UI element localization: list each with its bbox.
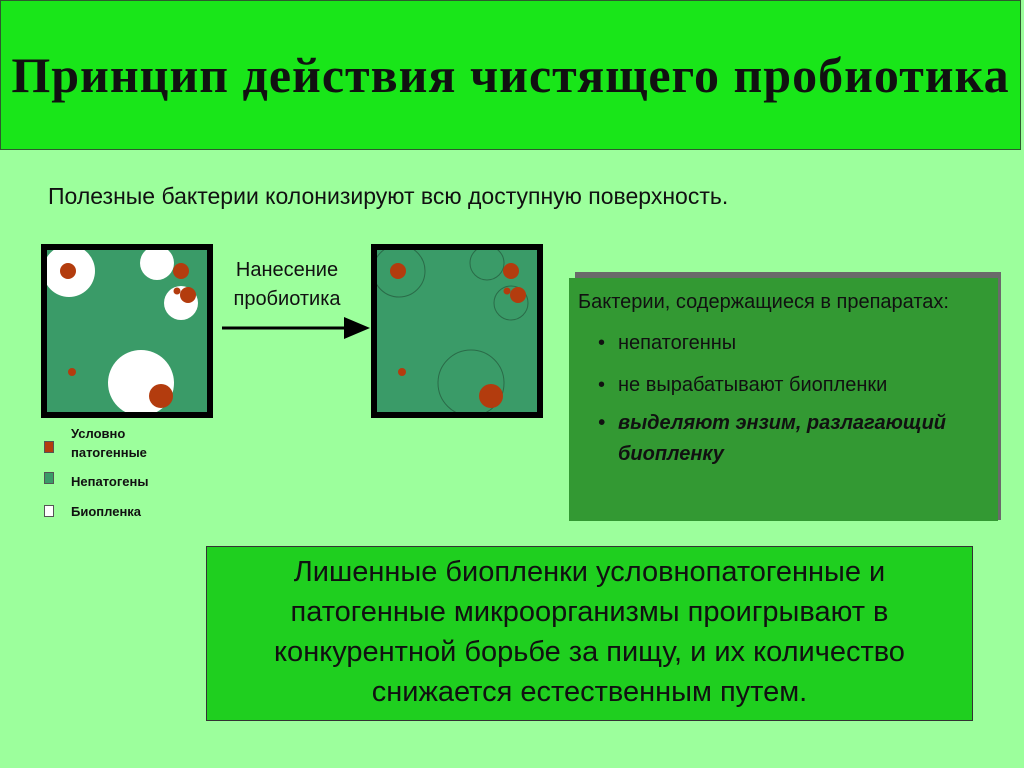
surface-before-diagram xyxy=(41,244,213,418)
pathogen-cell xyxy=(503,263,519,279)
pathogen-cell xyxy=(174,288,181,295)
page-title: Принцип действия чистящего пробиотика xyxy=(11,47,1010,103)
pathogen-cell xyxy=(68,368,76,376)
pathogen-cell xyxy=(173,263,189,279)
bullet-item xyxy=(578,372,988,398)
conclusion-text: Лишенные биопленки условнопатогенные и патогенные микроорганизмы проигрывают в конкурентной борьбе за пищу, и их количество снижается естественным путем. xyxy=(274,555,905,708)
legend-swatch-biofilm xyxy=(44,505,54,517)
info-heading: Бактерии, содержащиеся в препаратах: xyxy=(578,291,949,313)
bullet-icon: • xyxy=(598,374,606,396)
surface-after-diagram xyxy=(371,244,543,418)
pathogen-cell xyxy=(479,384,503,408)
subtitle: Полезные бактерии колонизируют всю доступную поверхность. xyxy=(48,183,729,209)
removed-biofilm-outline xyxy=(470,250,504,280)
legend-swatch-pathogens xyxy=(44,441,54,453)
legend-swatch-nonpathogens xyxy=(44,472,54,484)
legend-label: Непатогены xyxy=(71,474,149,489)
bullet-text: не вырабатывают биопленки xyxy=(618,374,888,396)
legend-label: Условно патогенные xyxy=(71,426,147,460)
conclusion-box xyxy=(206,546,973,721)
arrow-label: Нанесение пробиотика xyxy=(233,259,341,310)
pathogen-cell xyxy=(510,287,526,303)
pathogen-cell xyxy=(390,263,406,279)
info-box xyxy=(569,278,998,521)
bullet-item xyxy=(578,330,988,356)
title-bar xyxy=(0,0,1021,150)
pathogen-cell xyxy=(398,368,406,376)
biofilm-patch xyxy=(140,250,174,280)
bullet-icon: • xyxy=(598,412,606,434)
right-arrow-icon xyxy=(222,316,370,340)
bullet-item xyxy=(578,408,988,470)
pathogen-cell xyxy=(180,287,196,303)
bullet-text: непатогенны xyxy=(618,332,737,354)
legend-label: Биопленка xyxy=(71,504,142,519)
bullet-icon: • xyxy=(598,332,606,354)
pathogen-cell xyxy=(504,288,511,295)
surface-before-drawing xyxy=(47,250,207,412)
surface-after-drawing xyxy=(377,250,537,412)
pathogen-cell xyxy=(149,384,173,408)
pathogen-cell xyxy=(60,263,76,279)
bullet-text: выделяют энзим, разлагающий биопленку xyxy=(618,412,946,465)
